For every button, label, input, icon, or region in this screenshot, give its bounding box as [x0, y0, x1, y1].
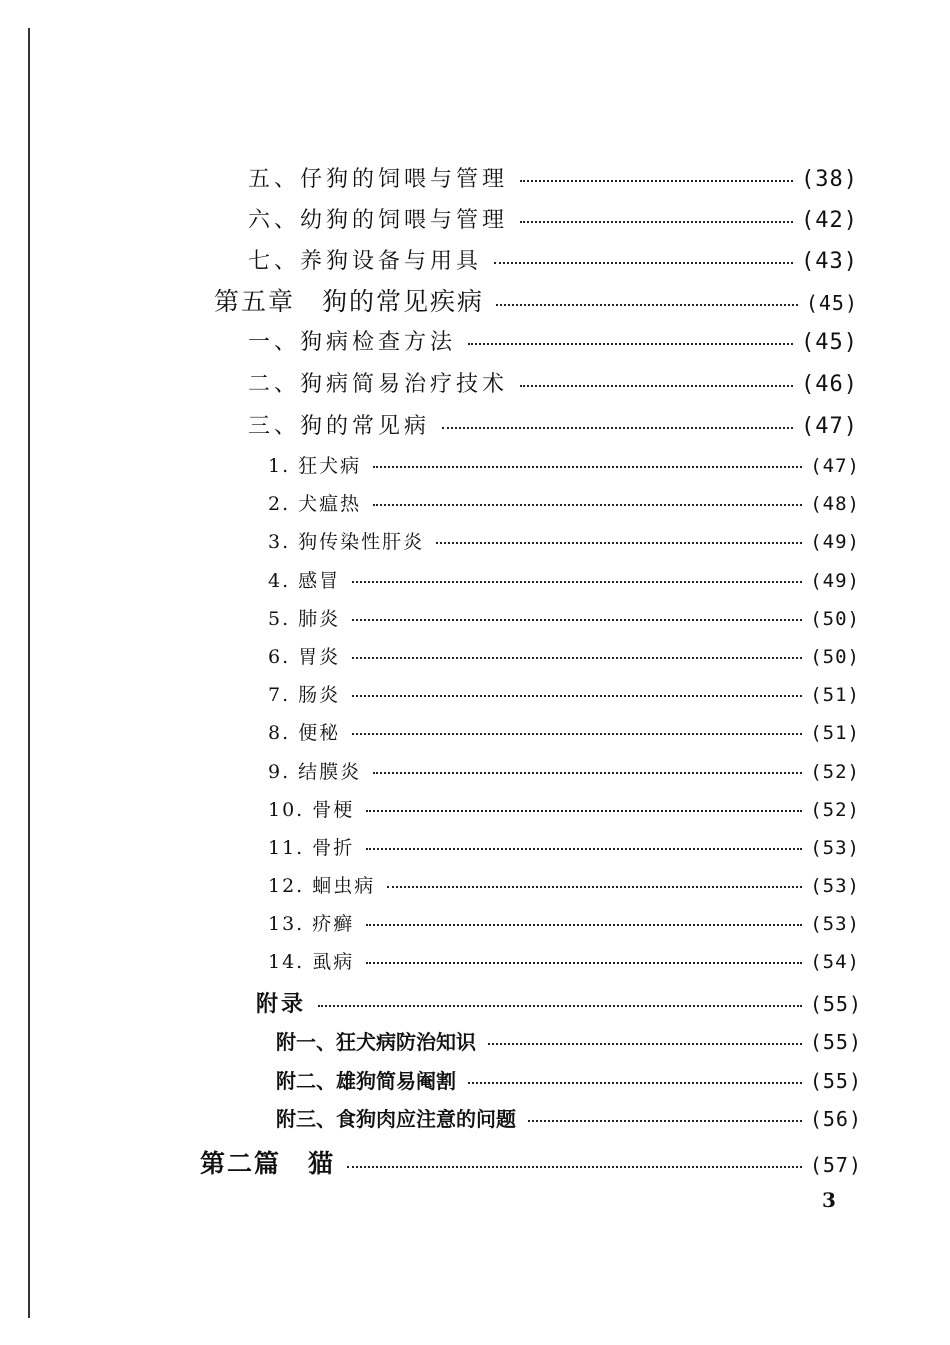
toc-entry[interactable]: [268, 909, 860, 936]
dot-leader: [352, 638, 802, 659]
dot-leader: [468, 1062, 802, 1084]
toc-entry-label: 二、狗病简易治疗技术: [248, 372, 509, 397]
toc-entry-label: 七、养狗设备与用具: [248, 249, 483, 274]
toc-entry-page: (43): [801, 249, 858, 274]
toc-chapter[interactable]: [214, 282, 858, 318]
toc-entry-page: (45): [801, 330, 858, 355]
toc-entry-label: 一、狗病检查方法: [248, 330, 457, 355]
toc-part[interactable]: [200, 1144, 862, 1180]
toc-entry-page: (47): [801, 414, 858, 439]
toc-entry-label: 5. 肺炎: [268, 608, 341, 630]
toc-entry-label: 3. 狗传染性肝炎: [268, 531, 425, 553]
toc-entry[interactable]: [268, 451, 860, 478]
toc-entry[interactable]: [248, 325, 858, 356]
toc-entry[interactable]: [248, 409, 858, 440]
toc-entry-label: 五、仔狗的饲喂与管理: [248, 167, 509, 192]
toc-entry-label: 14. 虱病: [268, 951, 355, 973]
toc-entry-page: (46): [801, 372, 858, 397]
toc-entry-page: (49): [810, 531, 860, 553]
toc-entry-page: (56): [809, 1107, 862, 1131]
toc-entry[interactable]: [268, 718, 860, 745]
dot-leader: [520, 199, 793, 223]
toc-entry-page: (53): [810, 875, 860, 897]
toc-entry-page: (53): [810, 913, 860, 935]
toc-entry-label: 附录: [256, 991, 307, 1017]
toc-entry-label: 附二、雄狗简易阉割: [276, 1069, 456, 1093]
toc-entry-label: 8. 便秘: [268, 722, 341, 744]
dot-leader: [366, 905, 802, 926]
dot-leader: [373, 485, 802, 506]
toc-entry-page: (55): [809, 1030, 862, 1054]
toc-entry-page: (49): [810, 570, 860, 592]
toc-entry[interactable]: [248, 244, 858, 275]
dot-leader: [352, 600, 802, 621]
toc-entry[interactable]: [248, 203, 858, 234]
toc-entry[interactable]: [268, 489, 860, 516]
toc-appendix[interactable]: [256, 987, 862, 1018]
toc-entry[interactable]: [248, 162, 858, 193]
dot-leader: [352, 714, 802, 735]
dot-leader: [387, 867, 802, 888]
toc-entry-page: (48): [810, 493, 860, 515]
dot-leader: [488, 1023, 802, 1045]
toc-entry-label: 附一、狂犬病防治知识: [276, 1030, 476, 1054]
toc-entry-label: 9. 结膜炎: [268, 761, 362, 783]
toc-entry-page: (54): [810, 951, 860, 973]
toc-entry[interactable]: [268, 604, 860, 631]
dot-leader: [347, 1141, 802, 1168]
dot-leader: [442, 405, 793, 429]
dot-leader: [494, 240, 793, 264]
dot-leader: [373, 753, 802, 774]
toc-entry[interactable]: [276, 1065, 862, 1094]
dot-leader: [366, 829, 802, 850]
toc-entry[interactable]: [268, 871, 860, 898]
toc-entry[interactable]: [268, 833, 860, 860]
toc-entry[interactable]: [268, 680, 860, 707]
toc-entry-page: (42): [801, 208, 858, 233]
dot-leader: [468, 321, 793, 345]
toc-entry-page: (47): [810, 455, 860, 477]
toc-entry-label: 1. 狂犬病: [268, 455, 362, 477]
dot-leader: [496, 279, 798, 306]
toc-entry-label: 7. 肠炎: [268, 684, 341, 706]
toc-entry[interactable]: [276, 1103, 862, 1132]
toc-entry-label: 13. 疥癣: [268, 913, 355, 935]
dot-leader: [352, 562, 802, 583]
dot-leader: [352, 676, 802, 697]
toc-entry-label: 附三、食狗肉应注意的问题: [276, 1107, 516, 1131]
toc-entry-label: 三、狗的常见病: [248, 414, 431, 439]
toc-entry[interactable]: [268, 757, 860, 784]
dot-leader: [520, 363, 793, 387]
toc-entry-page: (53): [810, 837, 860, 859]
page-margin-line: [28, 28, 30, 1318]
toc-entry-label: 10. 骨梗: [268, 799, 355, 821]
dot-leader: [318, 983, 802, 1007]
toc-entry-page: (52): [810, 761, 860, 783]
page-number: 3: [822, 1188, 836, 1212]
toc-entry[interactable]: [268, 566, 860, 593]
toc-entry-page: (50): [810, 608, 860, 630]
toc-entry[interactable]: [276, 1026, 862, 1055]
toc-entry[interactable]: [268, 642, 860, 669]
toc-entry-label: 2. 犬瘟热: [268, 493, 362, 515]
toc-entry-label: 12. 蛔虫病: [268, 875, 376, 897]
toc-entry-page: (52): [810, 799, 860, 821]
toc-entry-page: (38): [801, 167, 858, 192]
toc-entry-page: (51): [810, 722, 860, 744]
dot-leader: [366, 943, 802, 964]
toc-entry-page: (45): [805, 291, 858, 315]
dot-leader: [436, 523, 802, 544]
toc-entry-page: (51): [810, 684, 860, 706]
toc-entry-page: (55): [809, 1069, 862, 1093]
toc-entry-label: 6. 胃炎: [268, 646, 341, 668]
toc-entry-page: (50): [810, 646, 860, 668]
toc-entry-page: (55): [809, 992, 862, 1016]
toc-entry[interactable]: [268, 947, 860, 974]
toc-entry-label: 第五章 狗的常见疾病: [214, 287, 485, 316]
toc-entry[interactable]: [268, 795, 860, 822]
toc-entry-label: 4. 感冒: [268, 570, 341, 592]
toc-entry[interactable]: [248, 367, 858, 398]
toc-entry[interactable]: [268, 527, 860, 554]
toc-entry-label: 11. 骨折: [268, 837, 355, 859]
toc-entry-page: (57): [809, 1153, 862, 1177]
dot-leader: [373, 447, 802, 468]
dot-leader: [366, 791, 802, 812]
dot-leader: [528, 1100, 802, 1122]
toc-entry-label: 六、幼狗的饲喂与管理: [248, 208, 509, 233]
toc-entry-label: 第二篇 猫: [200, 1149, 336, 1178]
dot-leader: [520, 158, 793, 182]
